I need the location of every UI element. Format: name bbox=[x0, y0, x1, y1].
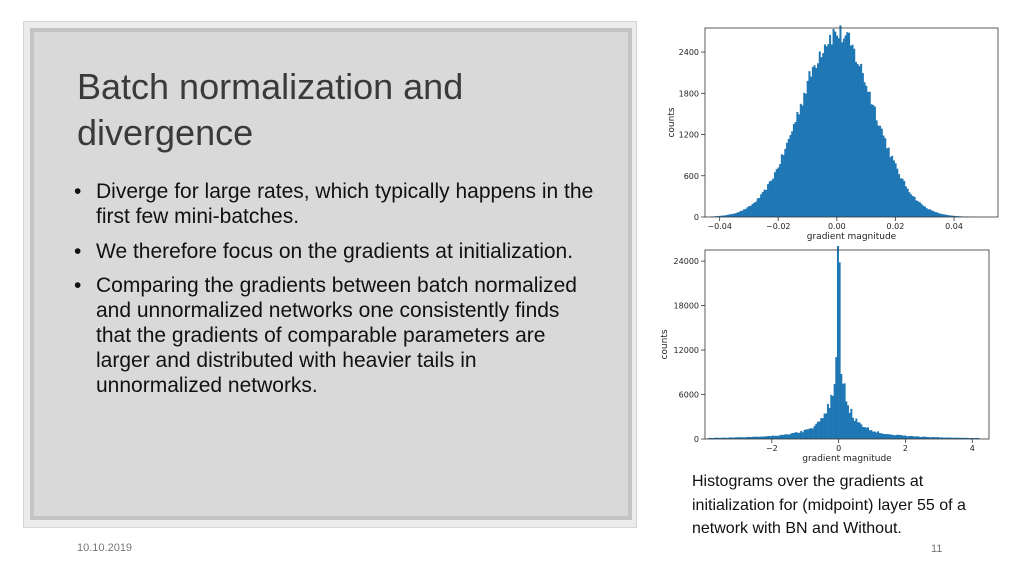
histogram-bar bbox=[772, 179, 774, 217]
y-axis-label: counts bbox=[667, 107, 677, 138]
histogram-bar bbox=[755, 202, 757, 217]
histogram-bar bbox=[862, 73, 864, 217]
histogram-bar bbox=[929, 209, 931, 217]
histogram-bars bbox=[708, 246, 979, 439]
histogram-bar bbox=[829, 35, 831, 217]
x-tick-label: 0.02 bbox=[886, 222, 905, 231]
histogram-bar bbox=[765, 190, 767, 217]
histogram-bar bbox=[846, 32, 848, 217]
histogram-bar bbox=[884, 138, 886, 217]
histogram-bar bbox=[912, 196, 914, 217]
histogram-bar bbox=[833, 29, 835, 217]
histogram-bar bbox=[836, 36, 838, 217]
histogram-bar bbox=[915, 200, 917, 217]
histogram-bar bbox=[738, 212, 740, 217]
histogram-bar bbox=[931, 210, 933, 217]
histogram-bar bbox=[802, 105, 804, 217]
histogram-bar bbox=[941, 214, 943, 217]
histogram-bar bbox=[777, 168, 779, 217]
histogram-bar bbox=[748, 206, 750, 217]
histogram-bar bbox=[895, 163, 897, 217]
y-axis-label: counts bbox=[660, 329, 670, 360]
histogram-bar bbox=[779, 164, 781, 217]
bullet-icon: • bbox=[74, 180, 82, 203]
y-tick-label: 1200 bbox=[678, 130, 699, 140]
histogram-bar bbox=[901, 179, 903, 217]
histogram-bar bbox=[934, 212, 936, 217]
histogram-bar bbox=[814, 65, 816, 217]
histogram-bar bbox=[879, 126, 881, 217]
bullet-list bbox=[74, 180, 594, 408]
histogram-bar bbox=[791, 131, 793, 217]
histogram-bar bbox=[933, 211, 935, 217]
histogram-bar bbox=[914, 197, 916, 217]
histogram-bar bbox=[938, 213, 940, 217]
histogram-bar bbox=[767, 184, 769, 217]
histogram-bar bbox=[739, 211, 741, 217]
histogram-bar bbox=[820, 57, 822, 217]
histogram-bar bbox=[872, 105, 874, 217]
histogram-bar bbox=[919, 202, 921, 217]
histogram-bar bbox=[936, 212, 938, 217]
histogram-bar bbox=[746, 207, 748, 217]
histogram-bar bbox=[753, 203, 755, 217]
histogram-bn bbox=[660, 22, 1010, 244]
histogram-bar bbox=[762, 192, 764, 217]
histogram-bar bbox=[877, 126, 879, 217]
histogram-bar bbox=[845, 35, 847, 217]
histogram-bar bbox=[838, 38, 840, 217]
histogram-bar bbox=[774, 172, 776, 217]
histogram-bar bbox=[848, 33, 850, 217]
histogram-bar bbox=[876, 120, 878, 217]
histogram-bar bbox=[769, 181, 771, 217]
histogram-bar bbox=[898, 174, 900, 217]
histogram-bar bbox=[943, 214, 945, 217]
bullet-item bbox=[74, 240, 594, 265]
histogram-bar bbox=[807, 81, 809, 217]
histogram-bar bbox=[865, 86, 867, 217]
x-tick-label: 0.04 bbox=[945, 222, 963, 231]
histogram-bar bbox=[750, 206, 752, 217]
histogram-bar bbox=[733, 214, 735, 217]
histogram-bar bbox=[834, 32, 836, 217]
histogram-without-bn bbox=[655, 246, 1010, 466]
histogram-bar bbox=[810, 77, 812, 217]
y-tick-label: 0 bbox=[693, 213, 699, 222]
x-axis-label: gradient magnitude bbox=[802, 454, 892, 464]
histogram-bar bbox=[841, 42, 843, 217]
histogram-bar bbox=[789, 135, 791, 217]
histogram-bar bbox=[907, 189, 909, 217]
histogram-bar bbox=[883, 135, 885, 217]
bullet-item bbox=[74, 180, 594, 230]
histogram-bar bbox=[926, 208, 928, 217]
histogram-bar bbox=[743, 209, 745, 217]
histogram-bar bbox=[927, 209, 929, 217]
histogram-bar bbox=[855, 62, 857, 217]
histogram-bar bbox=[817, 63, 819, 217]
histogram-bar bbox=[896, 169, 898, 217]
histogram-bar bbox=[900, 178, 902, 217]
histogram-bar bbox=[867, 92, 869, 217]
histogram-bar bbox=[858, 66, 860, 217]
histogram-bar bbox=[798, 114, 800, 217]
x-tick-label: −2 bbox=[765, 444, 778, 453]
histogram-bar bbox=[815, 68, 817, 217]
histogram-bar bbox=[758, 198, 760, 217]
x-tick-label: −0.04 bbox=[707, 222, 732, 231]
histogram-bar bbox=[824, 44, 826, 217]
histogram-bar bbox=[731, 214, 733, 217]
y-tick-label: 12000 bbox=[673, 346, 699, 356]
y-tick-label: 18000 bbox=[673, 301, 699, 311]
y-tick-label: 24000 bbox=[673, 257, 699, 267]
histogram-bar bbox=[905, 186, 907, 217]
histogram-bar bbox=[860, 64, 862, 217]
histogram-bar bbox=[734, 213, 736, 217]
histogram-bar bbox=[803, 93, 805, 217]
histogram-bar bbox=[864, 82, 866, 217]
histogram-bar bbox=[910, 194, 912, 217]
histogram-bar bbox=[781, 154, 783, 217]
histogram-bar bbox=[822, 53, 824, 217]
histogram-bar bbox=[917, 201, 919, 217]
histogram-bar bbox=[729, 214, 731, 217]
page-number: 11 bbox=[931, 543, 943, 555]
x-tick-label: 0.00 bbox=[827, 222, 846, 231]
histogram-bar bbox=[752, 204, 754, 217]
histogram-bar bbox=[770, 181, 772, 217]
x-tick-label: −0.02 bbox=[765, 222, 791, 231]
histogram-bar bbox=[788, 139, 790, 217]
histogram-bar bbox=[893, 160, 895, 217]
histogram-bar bbox=[908, 192, 910, 217]
histogram-bar bbox=[869, 92, 871, 217]
x-tick-label: 0 bbox=[836, 444, 842, 453]
histogram-bar bbox=[736, 213, 738, 217]
histogram-bar bbox=[800, 104, 802, 217]
histogram-bar bbox=[853, 49, 855, 217]
histogram-bar bbox=[881, 129, 883, 217]
slide-title: Batch normalization and divergence bbox=[77, 66, 464, 153]
y-tick-label: 0 bbox=[693, 435, 699, 444]
y-tick-label: 6000 bbox=[678, 390, 699, 400]
histogram-bar bbox=[812, 67, 814, 217]
histogram-bar bbox=[784, 149, 786, 217]
histogram-bar bbox=[924, 206, 926, 217]
histogram-bar bbox=[891, 156, 893, 217]
histogram-bar bbox=[850, 46, 852, 217]
x-tick-label: 2 bbox=[902, 444, 909, 453]
bullet-item bbox=[74, 274, 594, 398]
histogram-bar bbox=[776, 169, 778, 217]
histogram-bar bbox=[764, 190, 766, 217]
histogram-bar bbox=[886, 148, 888, 217]
x-axis-label: gradient magnitude bbox=[806, 232, 897, 242]
y-tick-label: 600 bbox=[683, 171, 699, 181]
histogram-bar bbox=[741, 211, 743, 217]
histogram-bar bbox=[920, 204, 922, 217]
histogram-bar bbox=[874, 107, 876, 217]
histogram-bar bbox=[939, 214, 941, 217]
histogram-bar bbox=[805, 94, 807, 217]
histogram-bar bbox=[827, 44, 829, 217]
x-tick-label: 4 bbox=[969, 444, 975, 453]
footer-date: 10.10.2019 bbox=[77, 542, 133, 554]
histogram-bar bbox=[857, 64, 859, 217]
histogram-bar bbox=[808, 71, 810, 217]
y-tick-label: 1800 bbox=[678, 89, 699, 99]
figure-caption: Histograms over the gradients at initialization for (midpoint) layer 55 of a network with BN and Without. bbox=[692, 473, 966, 537]
histogram-bar bbox=[922, 206, 924, 217]
histogram-bar bbox=[796, 112, 798, 217]
histogram-bar bbox=[839, 25, 841, 217]
histogram-bar bbox=[831, 44, 833, 217]
histogram-bars bbox=[710, 25, 974, 217]
histogram-bar bbox=[819, 51, 821, 217]
bullet-icon: • bbox=[74, 239, 82, 263]
histogram-bar bbox=[795, 122, 797, 217]
histogram-bar bbox=[793, 124, 795, 217]
bullet-text: Diverge for large rates, which typically happens in the first few mini-batches. bbox=[96, 180, 594, 228]
histogram-bar bbox=[760, 194, 762, 217]
bullet-text: Comparing the gradients between batch normalized and unnormalized networks one consistently finds that the gradients of comparable parameters are larger and distributed with heavier tails in unnormalized networks. bbox=[96, 274, 577, 397]
histogram-bar bbox=[843, 39, 845, 217]
histogram-bar bbox=[888, 148, 890, 217]
histogram-bar bbox=[889, 157, 891, 217]
histogram-bar bbox=[826, 46, 828, 217]
histogram-bar bbox=[852, 45, 854, 217]
histogram-bar bbox=[870, 104, 872, 217]
histogram-bar bbox=[783, 155, 785, 217]
histogram-bar bbox=[757, 198, 759, 217]
bullet-icon: • bbox=[74, 274, 82, 298]
y-tick-label: 2400 bbox=[678, 48, 699, 58]
histogram-bar bbox=[786, 143, 788, 217]
histogram-bar bbox=[745, 209, 747, 217]
histogram-bar bbox=[903, 181, 905, 217]
bullet-text: We therefore focus on the gradients at initialization. bbox=[96, 239, 574, 263]
